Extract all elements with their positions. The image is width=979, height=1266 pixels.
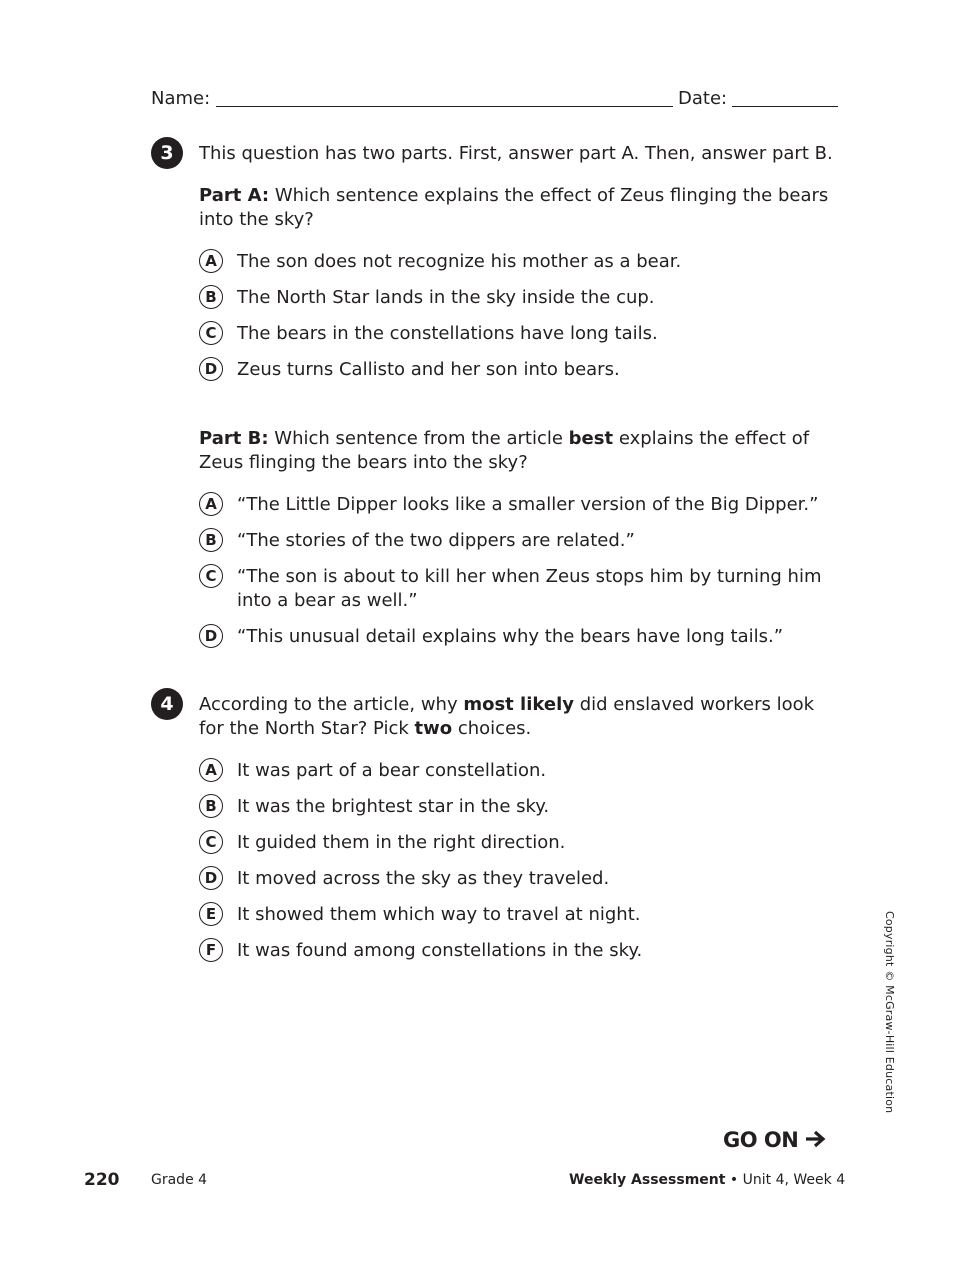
grade-label: Grade 4	[151, 1172, 208, 1188]
part-b-option-a-text: “The Little Dipper looks like a smaller version of the Big Dipper.”	[237, 494, 819, 515]
part-b-label: Part B:	[199, 428, 269, 449]
q4-option-d-text: It moved across the sky as they traveled.	[237, 868, 610, 889]
page-number: 220	[84, 1170, 120, 1190]
question-4-number: 4	[151, 688, 183, 720]
q4-option-a-bubble[interactable]: A	[199, 758, 223, 782]
part-a-option-d-bubble[interactable]: D	[199, 357, 223, 381]
assessment-info	[569, 1172, 845, 1188]
part-b-option-b-text: “The stories of the two dippers are related.”	[237, 530, 635, 551]
q4-option-b-bubble[interactable]: B	[199, 794, 223, 818]
q4-option-f-text: It was found among constellations in the sky.	[237, 940, 643, 961]
arrow-right-icon	[805, 1130, 827, 1148]
q4-option-c-text: It guided them in the right direction.	[237, 832, 566, 853]
part-a-option-a-bubble[interactable]: A	[199, 249, 223, 273]
part-a-option-c-bubble[interactable]: C	[199, 321, 223, 345]
part-b-question-1: Which sentence from the article	[274, 428, 563, 449]
part-a-option-a-text: The son does not recognize his mother as a bear.	[237, 251, 682, 272]
go-on-label	[723, 1128, 827, 1152]
part-b-option-c-text: “The son is about to kill her when Zeus stops him by turning him into a bear as well.”	[237, 566, 822, 611]
assessment-title: Weekly Assessment	[569, 1172, 726, 1188]
q4-option-a-text: It was part of a bear constellation.	[237, 760, 547, 781]
part-b-prompt	[199, 427, 824, 475]
part-a-question: Which sentence explains the effect of Zeus flinging the bears into the sky?	[199, 185, 829, 230]
question-3-number: 3	[151, 137, 183, 169]
part-a-option-c-text: The bears in the constellations have long tails.	[237, 323, 658, 344]
part-b-option-d-bubble[interactable]: D	[199, 624, 223, 648]
name-label: Name:	[151, 88, 211, 109]
part-a-option-b-text: The North Star lands in the sky inside the cup.	[237, 287, 655, 308]
name-field-line[interactable]	[216, 106, 673, 107]
question-4-prompt	[199, 693, 819, 741]
question-4-emphasis-2: two	[414, 718, 453, 739]
part-b-question-2: explains the effect of Zeus flinging the bears into the sky?	[199, 428, 810, 473]
part-b-option-a-bubble[interactable]: A	[199, 492, 223, 516]
part-b-question-emphasis: best	[568, 428, 614, 449]
part-a-option-d-text: Zeus turns Callisto and her son into bears.	[237, 359, 620, 380]
q4-option-f-bubble[interactable]: F	[199, 938, 223, 962]
q4-option-e-text: It showed them which way to travel at night.	[237, 904, 641, 925]
part-a-prompt	[199, 184, 829, 232]
question-4-emphasis-1: most likely	[463, 694, 574, 715]
question-4-prompt-2: did enslaved workers look for the North Star? Pick	[199, 694, 815, 739]
go-on-text: GO ON	[723, 1128, 799, 1152]
part-b-option-b-bubble[interactable]: B	[199, 528, 223, 552]
unit-week: Unit 4, Week 4	[742, 1172, 846, 1188]
q4-option-b-text: It was the brightest star in the sky.	[237, 796, 550, 817]
part-b-option-d-text: “This unusual detail explains why the bears have long tails.”	[237, 626, 784, 647]
q4-option-e-bubble[interactable]: E	[199, 902, 223, 926]
date-field-line[interactable]	[732, 106, 838, 107]
q4-option-d-bubble[interactable]: D	[199, 866, 223, 890]
part-b-option-c-bubble[interactable]: C	[199, 564, 223, 588]
part-a-label: Part A:	[199, 185, 270, 206]
footer-separator: •	[729, 1172, 739, 1188]
question-3-intro: This question has two parts. First, answer part A. Then, answer part B.	[199, 143, 833, 164]
date-label: Date:	[678, 88, 728, 109]
q4-option-c-bubble[interactable]: C	[199, 830, 223, 854]
question-4-prompt-1: According to the article, why	[199, 694, 458, 715]
question-4-prompt-3: choices.	[457, 718, 532, 739]
part-a-option-b-bubble[interactable]: B	[199, 285, 223, 309]
copyright-notice: Copyright © McGraw-Hill Education	[883, 911, 896, 1114]
